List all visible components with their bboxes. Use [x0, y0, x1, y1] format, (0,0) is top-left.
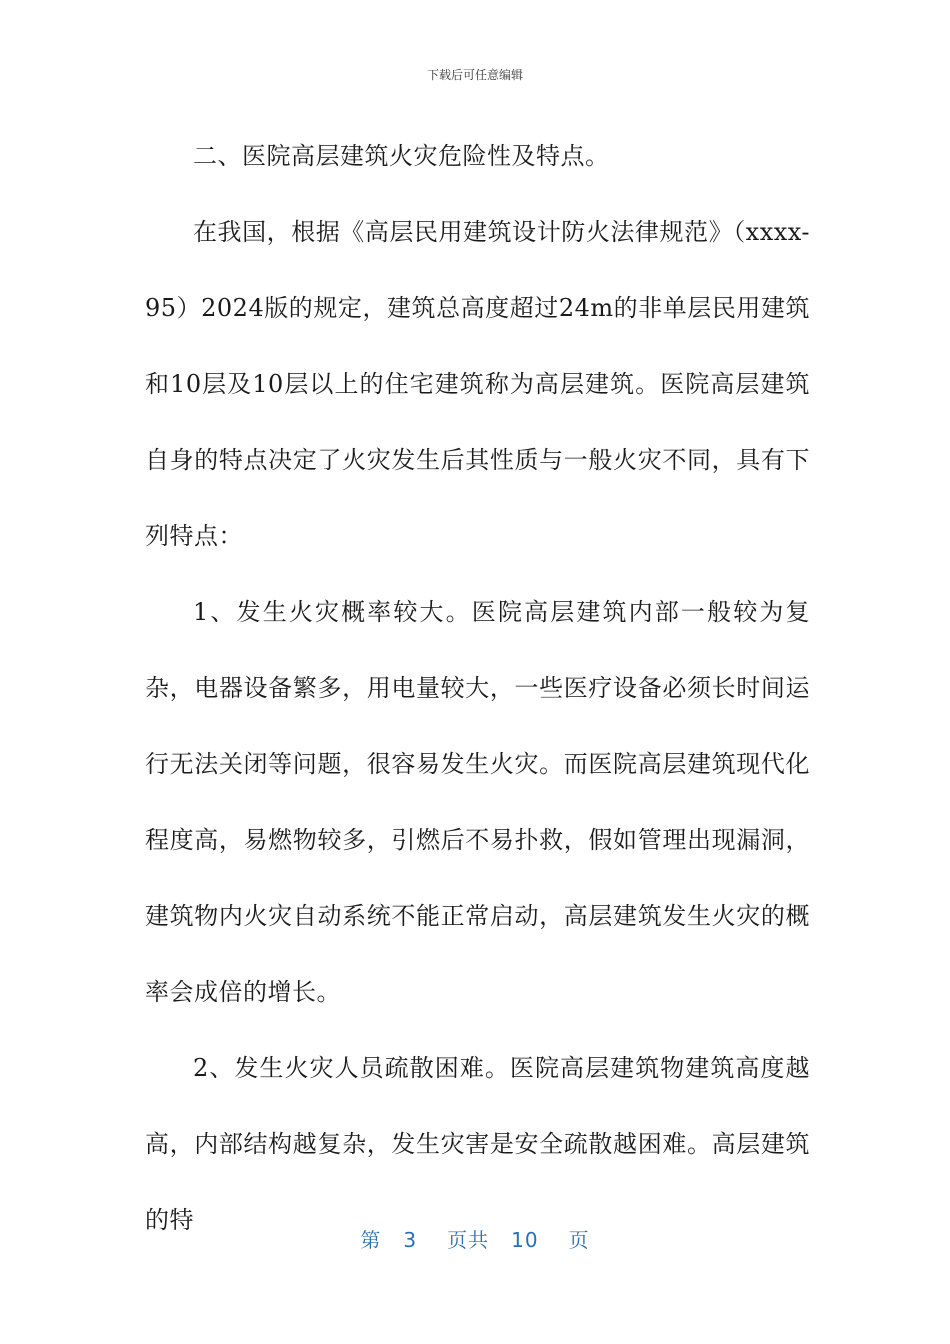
- footer-prefix: 第: [360, 1228, 382, 1252]
- document-body: [145, 118, 810, 1258]
- footer-suffix: 页: [568, 1228, 590, 1252]
- paragraph-point-2: 2、发生火灾人员疏散困难。医院高层建筑物建筑高度越高，内部结构越复杂，发生灾害是安全疏散越困难。高层建筑的特: [145, 1054, 810, 1234]
- paragraph-point-1: 1、发生火灾概率较大。医院高层建筑内部一般较为复杂，电器设备繁多，用电量较大，一些医疗设备必须长时间运行无法关闭等问题，很容易发生火灾。而医院高层建筑现代化程度高，易燃物较多，引燃后不易扑救，假如管理出现漏洞，建筑物内火灾自动系统不能正常启动，高层建筑发生火灾的概率会成倍的增长。: [145, 598, 810, 1006]
- header-note: 下载后可任意编辑: [426, 68, 523, 82]
- footer-total-pages: 10: [511, 1228, 539, 1252]
- paragraph-definition: 在我国，根据《高层民用建筑设计防火法律规范》（xxxx-95）2024版的规定，建筑总高度超过24m的非单层民用建筑和10层及10层以上的住宅建筑称为高层建筑。医院高层建筑自身的特点决定了火灾发生后其性质与一般火灾不同，具有下列特点：: [145, 218, 810, 550]
- footer-middle: 页共: [447, 1228, 490, 1252]
- section-heading: 二、医院高层建筑火灾危险性及特点。: [193, 142, 610, 170]
- page-footer: [0, 1224, 950, 1253]
- footer-current-page: 3: [403, 1228, 418, 1252]
